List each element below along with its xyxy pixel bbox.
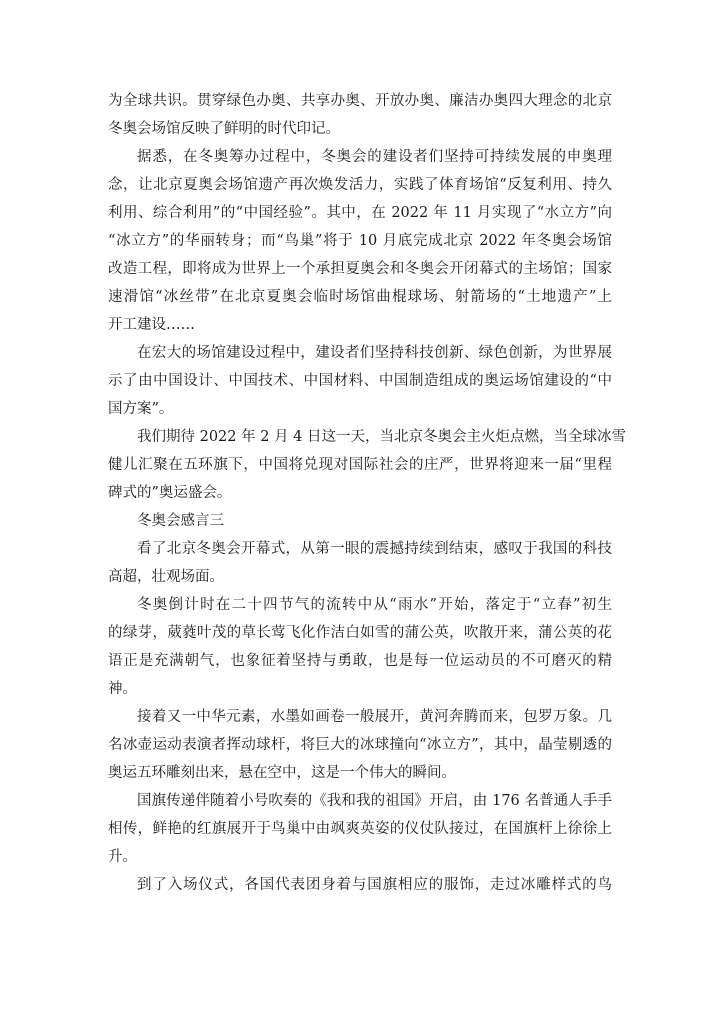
text-line: 速滑馆“冰丝带”在北京夏奥会临时场馆曲棍球场、射箭场的“土地遗产”上 [108, 289, 612, 305]
paragraph [108, 591, 612, 703]
text-line: 利用、综合利用”的“中国经验”。其中，在 2022 年 11 月实现了“水立方”向 [108, 205, 612, 221]
paragraph [108, 787, 612, 871]
text-line: 相传，鲜艳的红旗展开于鸟巢中由飒爽英姿的仪仗队接过，在国旗杆上徐徐上 [108, 821, 612, 837]
text-line: “冰立方”的华丽转身；而“鸟巢”将于 10 月底完成北京 2022 年冬奥会场馆 [108, 233, 612, 249]
text-line: 名冰壶运动表演者挥动球杆，将巨大的冰球撞向“冰立方”，其中，晶莹剔透的 [108, 737, 612, 753]
text-line: 神。 [108, 681, 137, 697]
paragraph [108, 871, 612, 899]
text-line: 奥运五环雕刻出来，悬在空中，这是一个伟大的瞬间。 [108, 765, 456, 781]
paragraph [108, 87, 612, 143]
text-line: 国方案”。 [108, 401, 174, 417]
text-line: 示了由中国设计、中国技术、中国材料、中国制造组成的奥运场馆建设的“中 [108, 373, 612, 389]
text-line: 我们期待 2022 年 2 月 4 日这一天，当北京冬奥会主火炬点燃，当全球冰雪 [137, 429, 627, 445]
text-line: 升。 [108, 849, 137, 865]
text-line: 接着又一中华元素，水墨如画卷一般展开，黄河奔腾而来，包罗万象。几 [137, 709, 612, 725]
text-line: 冬奥会场馆反映了鲜明的时代印记。 [108, 121, 340, 137]
paragraph [108, 703, 612, 787]
text-line: 高超，壮观场面。 [108, 569, 224, 585]
paragraph [108, 535, 612, 591]
document-page [108, 87, 627, 899]
text-line: 到了入场仪式，各国代表团身着与国旗相应的服饰，走过冰雕样式的鸟 [137, 877, 612, 893]
text-line: 健儿汇聚在五环旗下，中国将兑现对国际社会的庄严，世界将迎来一届“里程 [108, 457, 612, 473]
paragraph [108, 339, 612, 423]
text-line: 看了北京冬奥会开幕式，从第一眼的震撼持续到结束，感叹于我国的科技 [137, 541, 612, 557]
text-line: 碑式的”奥运盛会。 [108, 485, 232, 501]
paragraph [108, 143, 612, 339]
text-line: 语正是充满朝气，也象征着坚持与勇敢，也是每一位运动员的不可磨灭的精 [108, 653, 612, 669]
text-line: 的绿芽，葳蕤叶茂的草长莺飞化作洁白如雪的蒲公英，吹散开来，蒲公英的花 [108, 625, 612, 641]
text-line: 据悉，在冬奥筹办过程中，冬奥会的建设者们坚持可持续发展的申奥理 [137, 149, 612, 165]
text-line: 在宏大的场馆建设过程中，建设者们坚持科技创新、绿色创新，为世界展 [137, 345, 612, 361]
text-line: 国旗传递伴随着小号吹奏的《我和我的祖国》开启，由 176 名普通人手手 [137, 793, 612, 809]
text-line: 冬奥倒计时在二十四节气的流转中从“雨水”开始，落定于“立春”初生 [137, 597, 612, 613]
paragraph [108, 423, 627, 507]
text-line: 改造工程，即将成为世界上一个承担夏奥会和冬奥会开闭幕式的主场馆；国家 [108, 261, 612, 277]
paragraph [108, 507, 612, 535]
text-line: 念，让北京夏奥会场馆遗产再次焕发活力，实践了体育场馆“反复利用、持久 [108, 177, 612, 193]
text-line: 为全球共识。贯穿绿色办奥、共享办奥、开放办奥、廉洁办奥四大理念的北京 [108, 93, 612, 109]
text-line: 冬奥会感言三 [137, 513, 224, 529]
text-line: 开工建设…… [108, 317, 195, 333]
